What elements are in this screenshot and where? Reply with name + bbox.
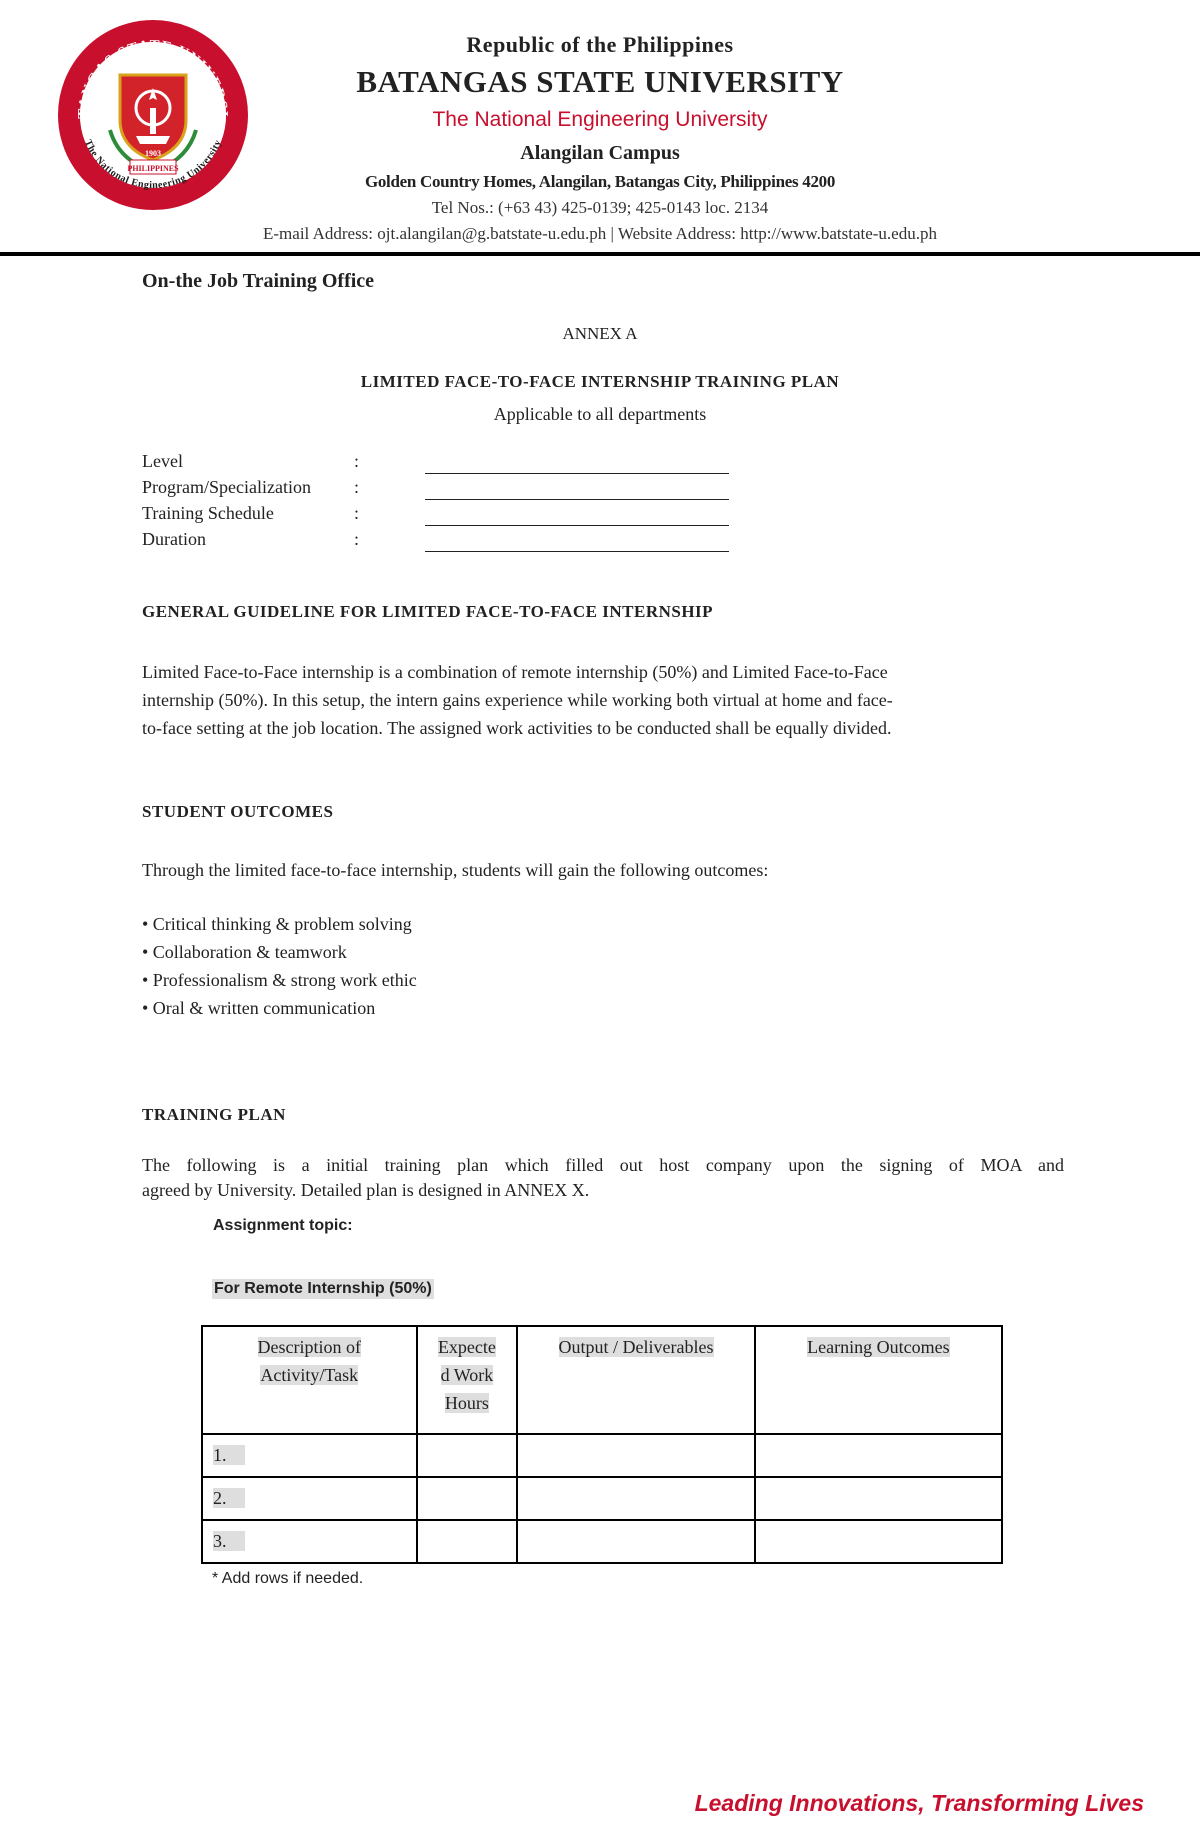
outcome-item: • Oral & written communication: [142, 998, 376, 1018]
field-colon: :: [354, 503, 360, 523]
table-cell[interactable]: [202, 1520, 417, 1563]
field-label-duration: Duration: [142, 529, 206, 549]
outcome-item: • Critical thinking & problem solving: [142, 914, 412, 934]
field-colon: :: [354, 451, 360, 471]
table-cell[interactable]: [517, 1434, 754, 1477]
field-colon: :: [354, 529, 360, 549]
column-header-work-hours: Expecte d Work Hours: [417, 1326, 518, 1434]
guideline-line: internship (50%). In this setup, the intern gains experience while working both virtual at home and face-: [142, 690, 893, 710]
university-name: BATANGAS STATE UNIVERSITY: [356, 64, 844, 99]
header-divider: [0, 252, 1200, 256]
table-cell[interactable]: [755, 1477, 1002, 1520]
logo-year-text: 1903: [145, 149, 161, 158]
training-paragraph: [142, 1153, 1064, 1203]
table-cell[interactable]: [417, 1477, 518, 1520]
row-number: 2.: [213, 1488, 245, 1508]
column-header-output: Output / Deliverables: [517, 1326, 754, 1434]
field-line-duration[interactable]: [425, 551, 729, 552]
outcomes-heading: STUDENT OUTCOMES: [142, 802, 334, 821]
telephone-line: Tel Nos.: (+63 43) 425-0139; 425-0143 loc. 2134: [431, 198, 769, 217]
campus-address: Golden Country Homes, Alangilan, Batangas City, Philippines 4200: [364, 172, 836, 191]
remote-internship-label: For Remote Internship (50%): [214, 1280, 432, 1297]
field-line-schedule[interactable]: [425, 525, 729, 526]
applicable-note: Applicable to all departments: [493, 404, 707, 424]
training-plan-table: [201, 1325, 1003, 1564]
logo-country-text: PHILIPPINES: [127, 164, 179, 173]
table-row: [202, 1477, 1002, 1520]
guideline-heading: GENERAL GUIDELINE FOR LIMITED FACE-TO-FACE INTERNSHIP: [142, 602, 714, 621]
table-header-row: [202, 1326, 1002, 1434]
add-rows-note: * Add rows if needed.: [212, 1570, 364, 1587]
row-number: 3.: [213, 1531, 245, 1551]
field-label-schedule: Training Schedule: [142, 503, 274, 523]
table-row: [202, 1434, 1002, 1477]
assignment-topic-label: Assignment topic:: [213, 1217, 353, 1234]
field-line-program[interactable]: [425, 499, 729, 500]
republic-line: Republic of the Philippines: [466, 32, 734, 57]
column-header-learning-outcomes: Learning Outcomes: [755, 1326, 1002, 1434]
table-cell[interactable]: [755, 1434, 1002, 1477]
outcomes-intro: Through the limited face-to-face internship, students will gain the following outcomes:: [142, 860, 769, 880]
email-website-line: E-mail Address: ojt.alangilan@g.batstate-u.edu.ph | Website Address: http://www.batstate-u.edu.ph: [263, 224, 937, 243]
field-line-level[interactable]: [425, 473, 729, 474]
training-line: The following is a initial training plan which filled out host company upon the signing of MOA and: [142, 1155, 1064, 1175]
outcome-item: • Collaboration & teamwork: [142, 942, 347, 962]
table-cell[interactable]: [755, 1520, 1002, 1563]
outcome-item: • Professionalism & strong work ethic: [142, 970, 417, 990]
table-cell[interactable]: [417, 1520, 518, 1563]
logo-top-text: TANGAS STATE UNIVERSI: [75, 37, 231, 119]
guideline-line: Limited Face-to-Face internship is a combination of remote internship (50%) and Limited Face-to-Face: [142, 662, 888, 682]
campus-name: Alangilan Campus: [520, 142, 680, 164]
training-line: agreed by University. Detailed plan is designed in ANNEX X.: [142, 1180, 590, 1200]
logo-bottom-text: The National Engineering University: [82, 138, 224, 192]
training-heading: TRAINING PLAN: [142, 1105, 286, 1124]
table-cell[interactable]: [202, 1434, 417, 1477]
field-label-program: Program/Specialization: [142, 477, 311, 497]
table-row: [202, 1520, 1002, 1563]
guideline-paragraph: [142, 658, 1064, 742]
table-cell[interactable]: [202, 1477, 417, 1520]
university-tagline: The National Engineering University: [432, 108, 768, 131]
footer-slogan: Leading Innovations, Transforming Lives: [694, 1790, 1144, 1816]
office-name: On-the Job Training Office: [142, 270, 375, 292]
table-cell[interactable]: [517, 1520, 754, 1563]
row-number: 1.: [213, 1445, 245, 1465]
table-cell[interactable]: [417, 1434, 518, 1477]
annex-label: ANNEX A: [562, 324, 638, 343]
field-label-level: Level: [142, 451, 183, 471]
table-cell[interactable]: [517, 1477, 754, 1520]
column-header-description: Description of Activity/Task: [202, 1326, 417, 1434]
plan-title: LIMITED FACE-TO-FACE INTERNSHIP TRAINING PLAN: [360, 372, 840, 391]
field-colon: :: [354, 477, 360, 497]
guideline-line: to-face setting at the job location. The assigned work activities to be conducted shall be equally divided.: [142, 718, 892, 738]
